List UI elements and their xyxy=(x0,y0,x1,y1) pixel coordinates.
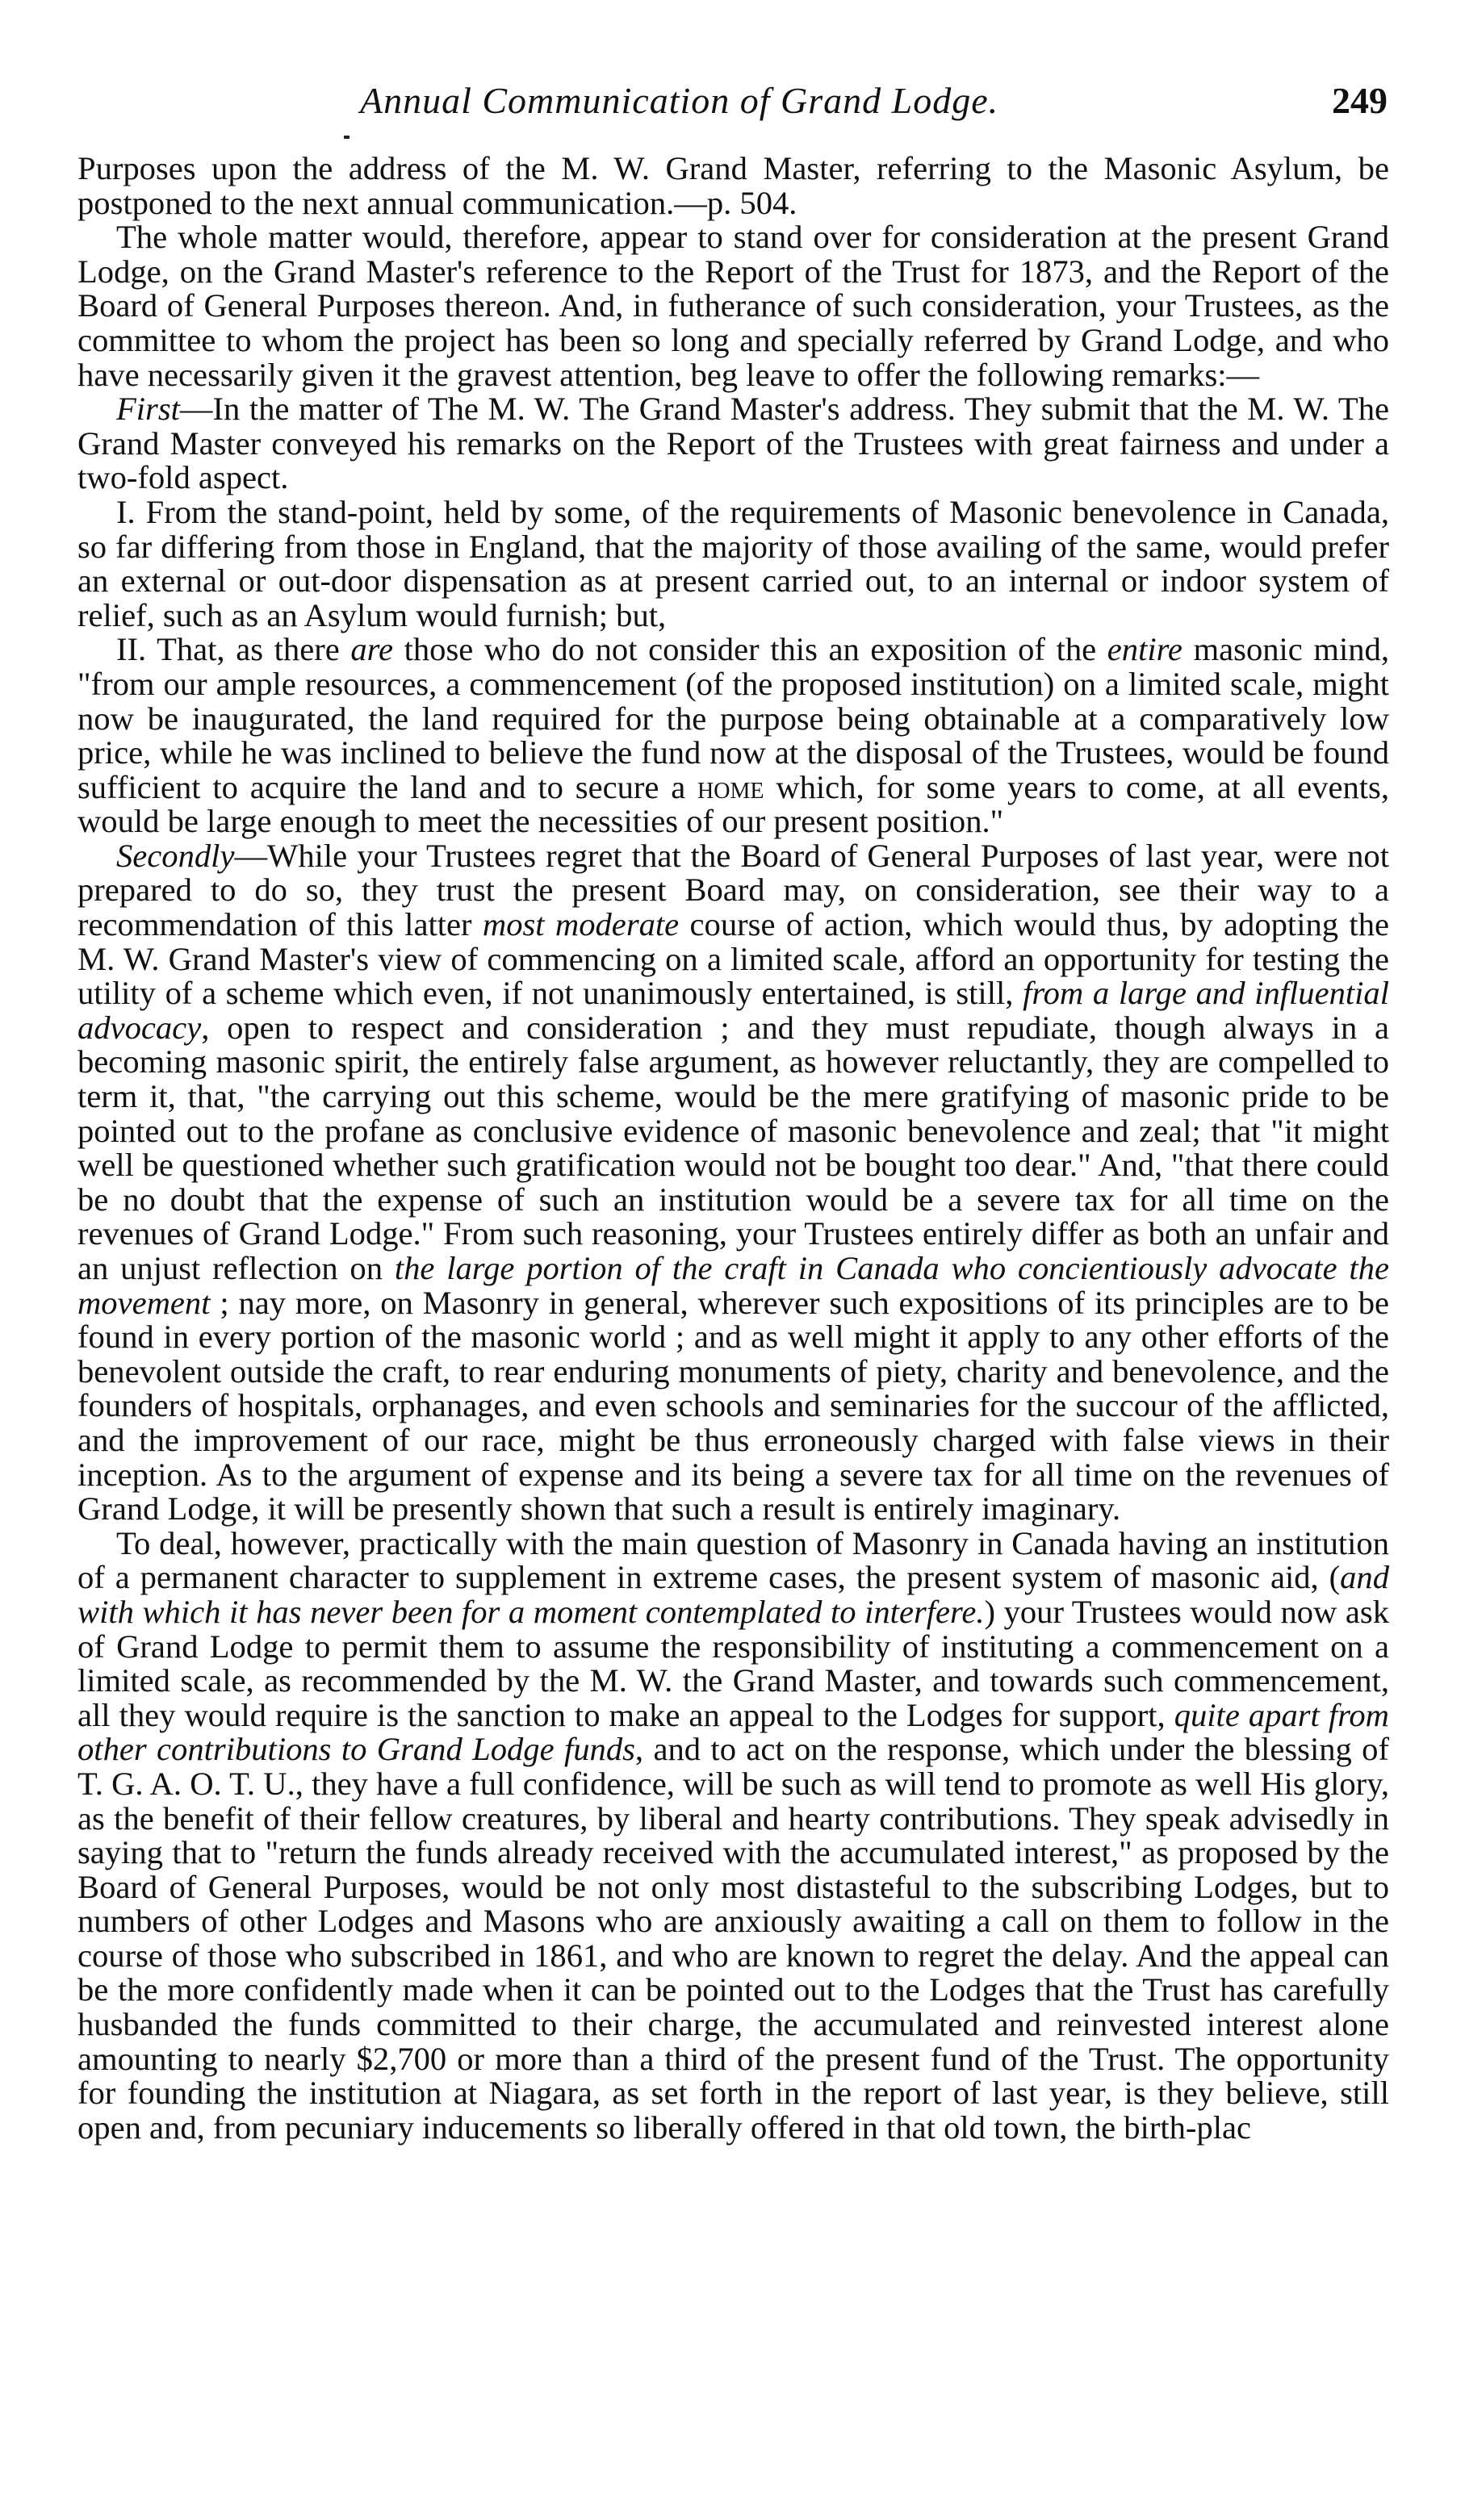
paragraph-lead: First xyxy=(116,391,180,428)
header-mark xyxy=(344,136,350,139)
body-text xyxy=(77,152,1389,2145)
italic-run: most moderate xyxy=(482,906,680,943)
paragraph-text: Purposes upon the address of the M. W. Grand Master, referring to the Masonic Asylum, be postponed to the next annual communication.—p. 504. xyxy=(77,150,1389,221)
text-run: ; nay more, on Masonry in general, wherever such expositions of its principles are to be found in every portion of the masonic world ; and as well might it apply to any other efforts of the benevolent outside the craft, to rear enduring monuments of piety, charity and benevolence, and the founders of hospitals, orphanages, and even schools and seminaries for the succour of the afflicted, and the improvement of our race, might be thus erroneously charged with false views in their inception. As to the argument of expense and its being a severe tax for all time on the revenues of Grand Lodge, it will be presently shown that such a result is entirely imaginary. xyxy=(77,1284,1389,1527)
paragraph-lead: Secondly xyxy=(116,837,235,874)
italic-run: entire xyxy=(1107,631,1182,668)
text-run: , open to respect and consideration ; and they must repudiate, though always in a becoming masonic spirit, the entirely false argument, as however reluctantly, they are compelled to term it, that, "the carrying out this scheme, would be the mere gratifying of masonic pride to be pointed out to the profane as conclusive evidence of masonic benevolence and zeal; that "it might well be questioned whether such gratification would not be bought too dear." And, "that there could be no doubt that the expense of such an institution would be a severe tax for all time on the revenues of Grand Lodge." From such reasoning, your Trustees entirely differ as both an unfair and an unjust reflection on xyxy=(77,1009,1389,1286)
small-caps-run: home xyxy=(697,768,764,805)
text-run: II. That, as there xyxy=(116,631,351,668)
paragraph xyxy=(77,633,1389,839)
running-title: Annual Communication of Grand Lodge. xyxy=(360,80,999,121)
italic-run: the large portion of the craft in Canada who concientiously advocate the movement xyxy=(77,1250,1389,1321)
text-run: course of action, which would thus, by adopting the M. W. Grand Master's view of commencing on a limited scale, afford an opportunity for testing the utility of a scheme which even, if not unanimously entertained, is still, xyxy=(77,906,1389,1012)
paragraph xyxy=(77,495,1389,633)
text-run: To deal, however, practically with the main question of Masonry in Canada having an institution of a permanent character to supplement in extreme cases, the present system of masonic aid, ( xyxy=(77,1524,1389,1596)
paragraph-text: I. From the stand-point, held by some, of the requirements of Masonic benevolence in Canada, so far differing from those in England, that the majority of those availing of the same, would prefer an external or out-door dispensation as at present carried out, to an internal or indoor system of relief, such as an Asylum would furnish; but, xyxy=(77,493,1389,633)
text-run: those who do not consider this an exposition of the xyxy=(392,631,1107,668)
italic-run: quite apart from other contributions to Grand Lodge funds xyxy=(77,1696,1389,1768)
paragraph xyxy=(77,152,1389,220)
text-run: , and to act on the response, which under the blessing of T. G. A. O. T. U., they have a full confidence, will be such as will tend to promote as well His glory, as the benefit of their fellow creatures, by liberal and hearty contributions. They speak advisedly in saying that to "return the funds already received with the accumulated interest," as proposed by the Board of General Purposes, would be not only most distasteful to the subscribing Lodges, but to numbers of other Lodges and Masons who are anxiously awaiting a call on them to follow in the course of those who subscribed in 1861, and who are known to regret the delay. And the appeal can be the more confidently made when it can be pointed out to the Lodges that the Trust has carefully husbanded the funds committed to their charge, the accumulated and reinvested interest alone amounting to nearly $2,700 or more than a third of the present fund of the Trust. The opportunity for founding the institution at Niagara, as set forth in the report of last year, is they believe, still open and, from pecuniary inducements so liberally offered in that old town, the birth-plac xyxy=(77,1731,1389,2146)
page-number: 249 xyxy=(1332,80,1388,121)
text-run: which, for some years to come, at all events, would be large enough to meet the necessities of our present position." xyxy=(77,768,1389,840)
paragraph xyxy=(77,1524,1389,2146)
paragraph-text: The whole matter would, therefore, appear to stand over for consideration at the present Grand Lodge, on the Grand Master's reference to the Report of the Trust for 1873, and the Report of the Board of General Purposes thereon. And, in futherance of such consideration, your Trustees, as the committee to whom the project has been so long and specially referred by Grand Lodge, and who have necessarily given it the gravest attention, beg leave to offer the following remarks:— xyxy=(77,219,1389,393)
text-run: masonic mind, "from our ample resources, a commencement (of the proposed institution) on a limited scale, might now be inaugurated, the land required for the purpose being obtainable at a comparatively low price, while he was inclined to believe the fund now at the disposal of the Trustees, would be found sufficient to acquire the land and to secure a xyxy=(77,631,1389,805)
italic-run: are xyxy=(350,631,393,668)
text-run: ) your Trustees would now ask of Grand Lodge to permit them to assume the responsibility of instituting a commencement on a limited scale, as recommended by the M. W. the Grand Master, and towards such commencement, all they would require is the sanction to make an appeal to the Lodges for support, xyxy=(77,1593,1389,1733)
paragraph xyxy=(77,220,1389,392)
paragraph xyxy=(77,392,1389,495)
text-run: —While your Trustees regret that the Board of General Purposes of last year, were not prepared to do so, they trust the present Board may, on consideration, see their way to a recommendation of this latter xyxy=(77,837,1389,943)
italic-run: and with which it has never been for a moment contemplated to interfere. xyxy=(77,1559,1389,1630)
italic-run: from a large and influential advocacy xyxy=(77,975,1389,1046)
paragraph xyxy=(77,839,1389,1527)
paragraph-text: —In the matter of The M. W. The Grand Master's address. They submit that the M. W. The Grand Master conveyed his remarks on the Report of the Trustees with great fairness and under a two-fold aspect. xyxy=(77,391,1389,496)
running-header xyxy=(77,79,1388,136)
